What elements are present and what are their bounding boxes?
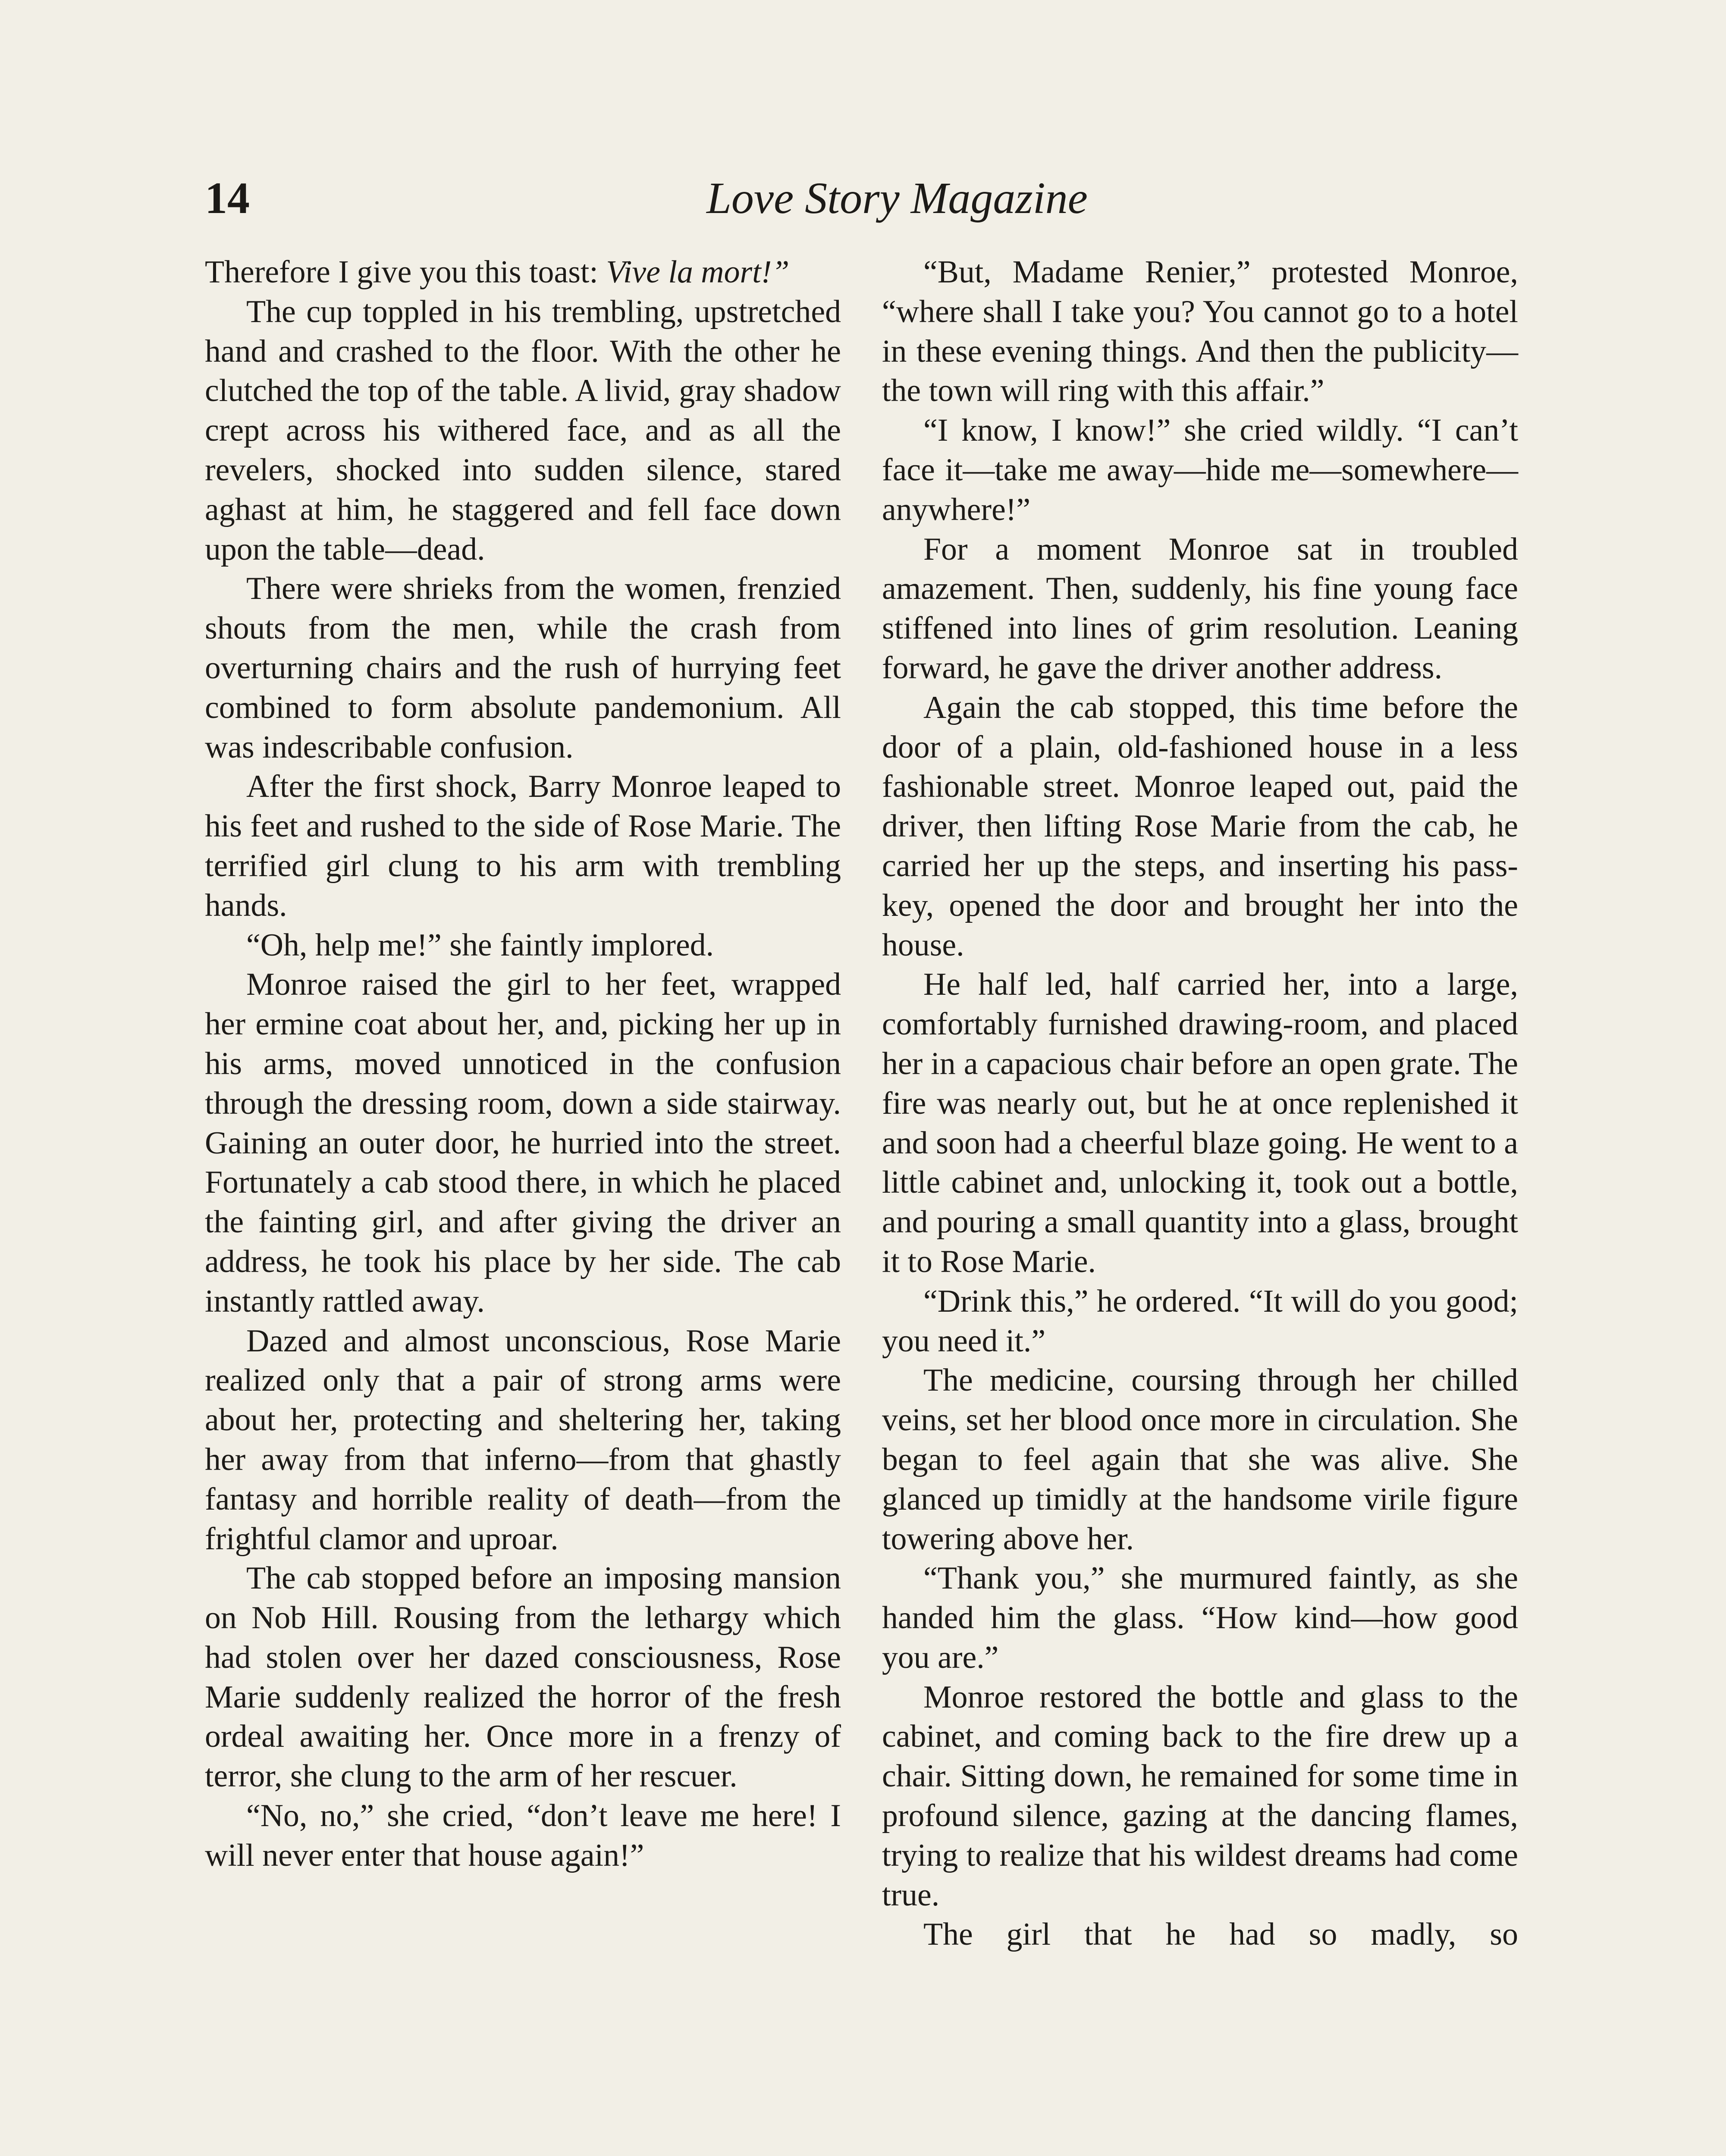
- paragraph: “But, Madame Renier,” protested Monroe, “where shall I take you? You cannot go to a hotel in these evening things. And then the publicity—the town will ring with this affair.”: [882, 254, 1518, 408]
- paragraph: Monroe raised the girl to her feet, wrapped her ermine coat about her, and, picking her up in his arms, moved unnoticed in the confusion through the dressing room, down a side stairway. Gaining an outer door, he hurried into the street. Fortunately a cab stood there, in which he placed the fainting girl, and after giving the driver an address, he took his place by her side. The cab instantly rattled away.: [205, 966, 841, 1319]
- paragraph: “I know, I know!” she cried wildly. “I can’t face it—take me away—hide me—somewhere—anywhere!”: [882, 412, 1518, 527]
- paragraph: The cab stopped before an imposing mansion on Nob Hill. Rousing from the lethargy which had stolen over her dazed consciousness, Rose Marie suddenly realized the horror of the fresh ordeal awaiting her. Once more in a frenzy of terror, she clung to the arm of her rescuer.: [205, 1560, 841, 1794]
- paragraph-text: Therefore I give you this toast:: [205, 254, 606, 289]
- paragraph: For a moment Monroe sat in troubled amazement. Then, suddenly, his fine young face stiffened into lines of grim resolution. Leaning forward, he gave the driver another address.: [882, 531, 1518, 685]
- paragraph: “No, no,” she cried, “don’t leave me here! I will never enter that house again!”: [205, 1798, 841, 1873]
- paragraph: The cup toppled in his trembling, upstretched hand and crashed to the floor. With the other he clutched the top of the table. A livid, gray shadow crept across his withered face, and as all the revelers, shocked into sudden silence, stared aghast at him, he staggered and fell face down upon the table—dead.: [205, 293, 841, 567]
- page-header: [205, 166, 1520, 231]
- paragraph: The medicine, coursing through her chilled veins, set her blood once more in circulation. She began to feel again that she was alive. She glanced up timidly at the handsome virile figure towering above her.: [882, 1362, 1518, 1556]
- italic-phrase: Vive la mort!”: [606, 254, 790, 289]
- paragraph: “Thank you,” she murmured faintly, as she handed him the glass. “How kind—how good you are.”: [882, 1560, 1518, 1675]
- paragraph: After the first shock, Barry Monroe leaped to his feet and rushed to the side of Rose Marie. The terrified girl clung to his arm with trembling hands.: [205, 768, 841, 923]
- paragraph: Again the cab stopped, this time before the door of a plain, old-fashioned house in a less fashionable street. Monroe leaped out, paid the driver, then lifting Rose Marie from the cab, he carried her up the steps, and inserting his pass-key, opened the door and brought her into the house.: [882, 689, 1518, 962]
- left-column: [205, 252, 841, 1875]
- page-number: 14: [205, 173, 250, 223]
- paragraph: Dazed and almost unconscious, Rose Marie realized only that a pair of strong arms were about her, protecting and sheltering her, taking her away from that inferno—from that ghastly fantasy and horrible reality of death—from the frightful clamor and uproar.: [205, 1322, 841, 1556]
- paragraph: “Drink this,” he ordered. “It will do you good; you need it.”: [882, 1283, 1518, 1358]
- paragraph: Monroe restored the bottle and glass to the cabinet, and coming back to the fire drew up a chair. Sitting down, he remained for some time in profound silence, gazing at the dancing flames, trying to realize that his wildest dreams had come true.: [882, 1679, 1518, 1912]
- running-title: Love Story Magazine: [706, 173, 1088, 223]
- paragraph: There were shrieks from the women, frenzied shouts from the men, while the crash from overturning chairs and the rush of hurrying feet combined to form absolute pandemonium. All was indescribable confusion.: [205, 570, 841, 765]
- paragraph: [205, 252, 841, 292]
- paragraph: “Oh, help me!” she faintly implored.: [246, 927, 714, 962]
- paragraph: The girl that he had so madly, so: [923, 1916, 1518, 1952]
- right-column: [882, 252, 1518, 1954]
- paragraph: He half led, half carried her, into a large, comfortably furnished drawing-room, and placed her in a capacious chair before an open grate. The fire was nearly out, but he at once replenished it and soon had a cheerful blaze going. He went to a little cabinet and, unlocking it, took out a bottle, and pouring a small quantity into a glass, brought it to Rose Marie.: [882, 966, 1518, 1279]
